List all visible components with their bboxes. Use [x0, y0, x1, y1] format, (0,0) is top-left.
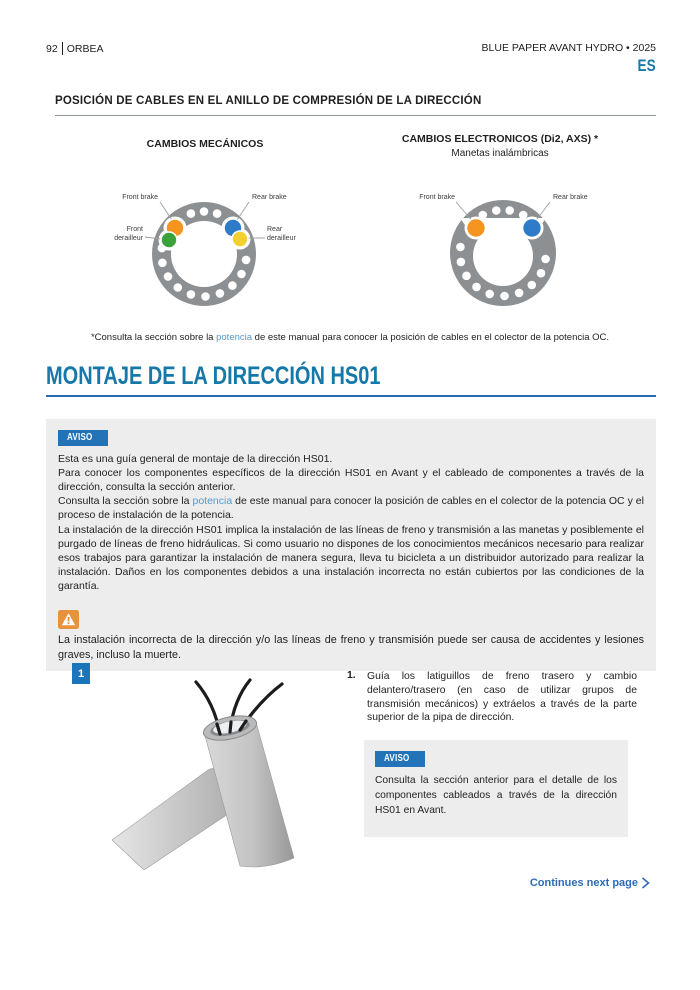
notice-text: Consulta la sección anterior para el detalle de los componentes cableados a través de la dirección HS01 en Avant. [375, 774, 617, 816]
diagram-mechanical-shifting [100, 138, 310, 320]
footnote-pre: *Consulta la sección sobre la [90, 332, 217, 343]
rear-derailleur-dot [232, 231, 248, 247]
diagram-mechanical-title: CAMBIOS MECÁNICOS [146, 138, 264, 150]
notice-paragraph: La instalación de la dirección HS01 implica la instalación de las líneas de freno y transmisión a las manetas y posiblemente el purgado de líneas de freno hidráulicas. Si como usuario no dispones de los conocimientos mecánicos necesario para realizar esos trabajos para garantizar la instalación de manera segura, lleva tu bicicleta a un distribuidor autorizado para realizar la instalación. Daños en los componentes debidos a una instalación incorrecta no están cubiertos por las condiciones de la garantía. [58, 523, 644, 593]
notice-paragraph: Para conocer los componentes específicos de la dirección HS01 en Avant y el cableado de componentes a través de la dirección, consulta la sección anterior. [58, 466, 644, 493]
head-tube-cables-figure [108, 674, 336, 870]
footnote-post: de este manual para conocer la posición de cables en el colector de la potencia OC. [252, 332, 610, 343]
aviso-badge: AVISO [58, 430, 108, 446]
continue-label: Continues next page [529, 877, 638, 889]
warning-text: La instalación incorrecta de la dirección y/o las líneas de freno y transmisión puede ser causa de accidentes y lesiones graves, incluso la muerte. [58, 634, 644, 661]
step-number: 1. [347, 670, 356, 681]
label-rear-brake: Rear brake [553, 194, 588, 201]
diagram-electronic-shifting [390, 133, 610, 320]
section-title-cable-position: POSICIÓN DE CABLES EN EL ANILLO DE COMPRESIÓN DE LA DIRECCIÓN [55, 95, 656, 116]
section-title-headset-assembly: MONTAJE DE LA DIRECCIÓN HS01 [46, 362, 381, 390]
step-1-badge: 1 [72, 663, 90, 684]
notice-box-step [364, 740, 628, 837]
continues-next-page-link[interactable] [530, 877, 650, 889]
potencia-link[interactable]: potencia [216, 332, 253, 343]
front-derailleur-dot [161, 232, 177, 248]
diagram-electronic-title: CAMBIOS ELECTRONICOS (Di2, AXS) * [401, 133, 599, 145]
chevron-right-icon [641, 877, 650, 889]
compression-ring-mechanical-illustration [100, 182, 310, 320]
potencia-link[interactable]: potencia [192, 495, 233, 508]
label-rear-brake: Rear brake [252, 194, 287, 201]
notice-paragraph [58, 494, 644, 522]
warning-triangle-icon [58, 610, 79, 629]
label-front-brake: Front brake [419, 194, 455, 201]
label-front-derailleur: Front derailleur [114, 226, 143, 242]
language-code: ES [637, 56, 656, 75]
notice-text: de este manual para conocer la posición de cables en el colector de la potencia OC y el proceso de instalación de la potencia. [58, 495, 644, 522]
rear-brake-dot [523, 219, 542, 238]
step-1-instruction: Guía los latiguillos de freno trasero y cambio delantero/trasero (en caso de utilizar grupos de transmisión mecánicos) y extráelos a través de la parte superior de la pipa de dirección. [367, 671, 637, 724]
warning-box [46, 601, 656, 671]
diagram-electronic-subtitle: Manetas inalámbricas [451, 148, 549, 159]
step-1-content [345, 670, 637, 837]
front-brake-dot [467, 219, 486, 238]
label-rear-derailleur: Rear derailleur [267, 226, 296, 242]
section-heading-wrap [46, 363, 656, 397]
notice-paragraph: Esta es una guía general de montaje de la dirección HS01. [58, 452, 333, 465]
brand-name: ORBEA [66, 42, 104, 55]
notice-box-main [46, 419, 656, 603]
page-number: 92 [46, 42, 58, 55]
power-meter-footnote [0, 332, 700, 343]
notice-text: Consulta la sección sobre la [58, 495, 193, 508]
label-front-brake: Front brake [122, 194, 158, 201]
aviso-badge: AVISO [375, 751, 425, 767]
header-divider [62, 42, 63, 55]
document-title: BLUE PAPER AVANT HYDRO • 2025 [481, 42, 656, 54]
header-left [46, 42, 103, 55]
